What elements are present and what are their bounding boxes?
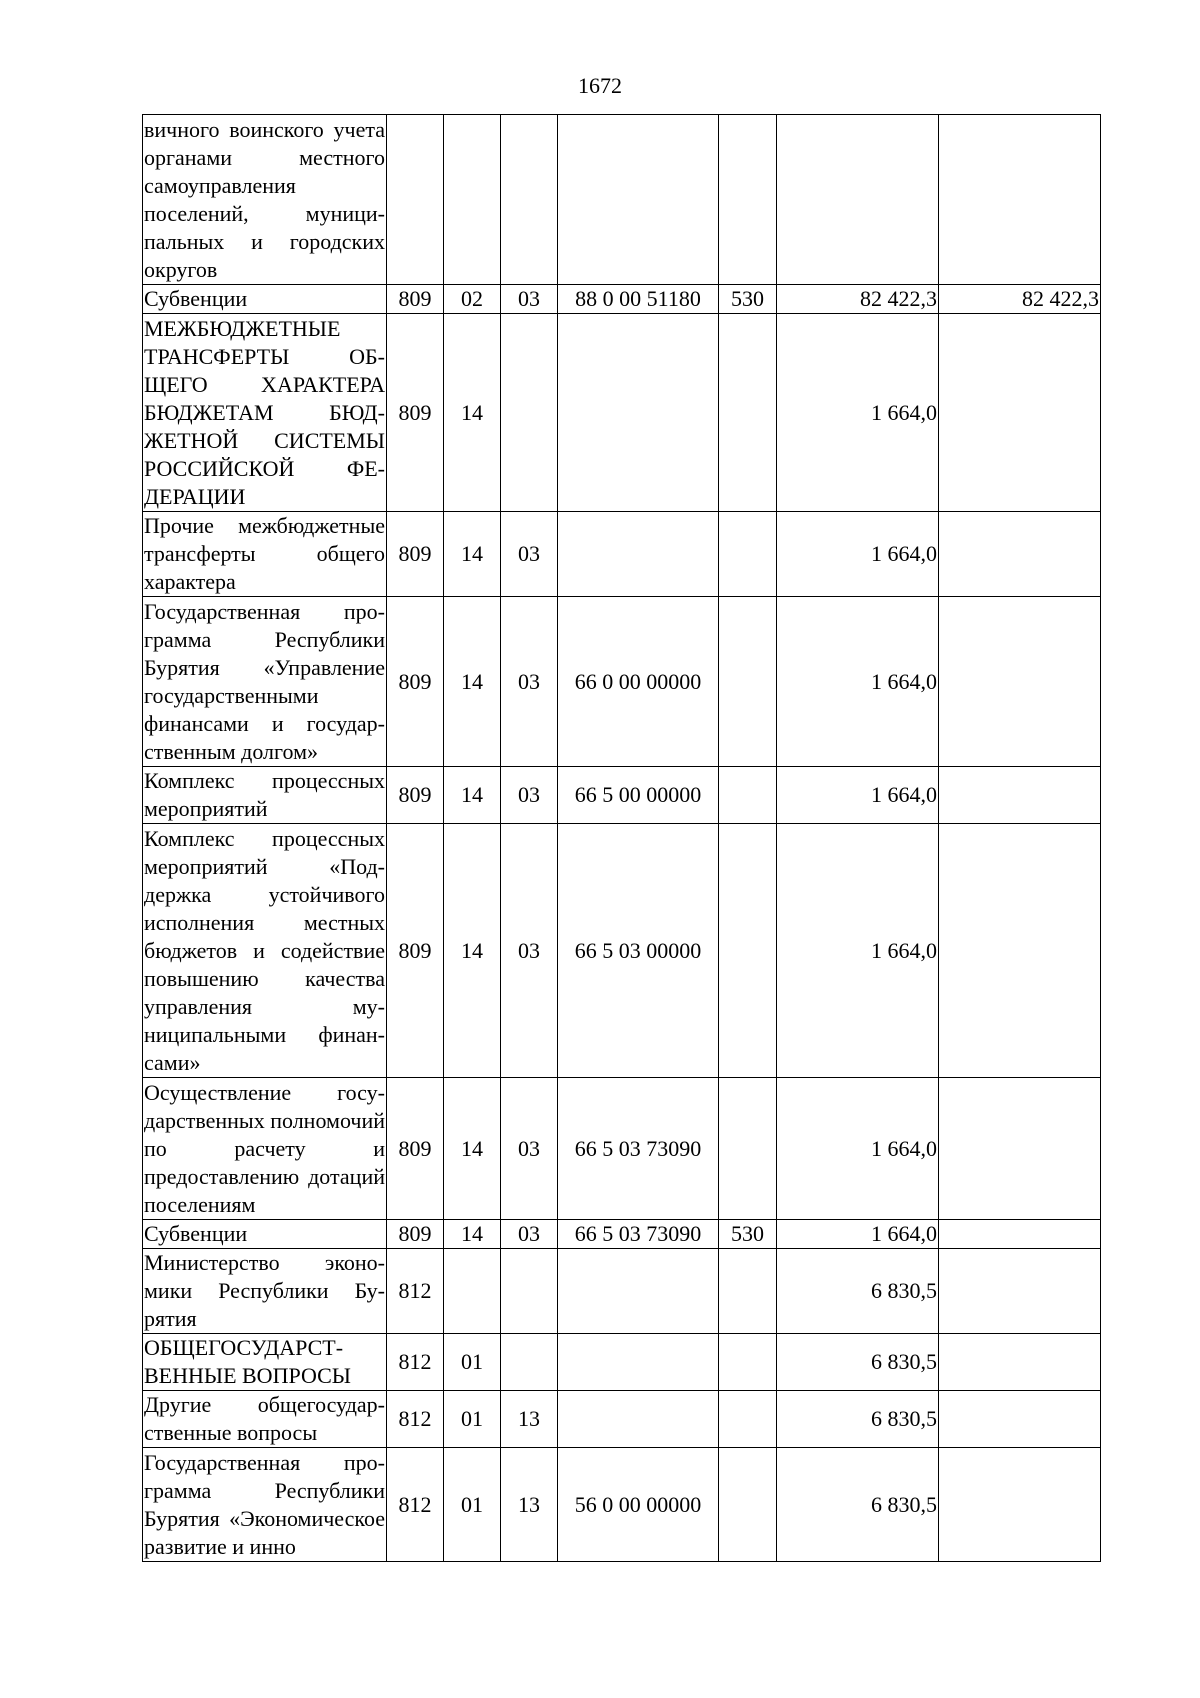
- table-row: [143, 597, 1101, 767]
- section-code-cell: 01: [444, 1448, 501, 1562]
- amount-cell: 1 664,0: [777, 767, 939, 824]
- expense-type-cell: [719, 1334, 777, 1391]
- table-row: [143, 1448, 1101, 1562]
- target-code-cell: [558, 1334, 719, 1391]
- section-code-cell: 14: [444, 512, 501, 597]
- ministry-code-cell: 812: [387, 1249, 444, 1334]
- amount-cell: 6 830,5: [777, 1334, 939, 1391]
- amount-cell: [939, 1078, 1101, 1220]
- subsection-code-cell: 03: [501, 285, 558, 314]
- ministry-code-cell: 809: [387, 824, 444, 1078]
- section-code-cell: 14: [444, 314, 501, 512]
- target-code-cell: 88 0 00 51180: [558, 285, 719, 314]
- expense-type-cell: [719, 1249, 777, 1334]
- budget-table: [142, 114, 1101, 1562]
- subsection-code-cell: [501, 115, 558, 285]
- section-code-cell: 01: [444, 1334, 501, 1391]
- expense-type-cell: [719, 767, 777, 824]
- section-code-cell: 14: [444, 1078, 501, 1220]
- amount-cell: 1 664,0: [777, 1078, 939, 1220]
- expense-type-cell: 530: [719, 1220, 777, 1249]
- target-code-cell: 66 0 00 00000: [558, 597, 719, 767]
- target-code-cell: [558, 115, 719, 285]
- ministry-code-cell: 812: [387, 1448, 444, 1562]
- subsection-code-cell: [501, 1334, 558, 1391]
- row-name-cell: МЕЖБЮДЖЕТНЫЕ ТРАНСФЕРТЫ ОБЩЕГО ХАРАКТЕРА БЮДЖЕТАМ БЮДЖЕТНОЙ СИСТЕМЫ РОССИЙСКОЙ ФЕДЕРАЦИИ: [143, 314, 387, 512]
- ministry-code-cell: 809: [387, 314, 444, 512]
- expense-type-cell: [719, 824, 777, 1078]
- subsection-code-cell: 03: [501, 1220, 558, 1249]
- amount-cell: [939, 767, 1101, 824]
- table-row: [143, 314, 1101, 512]
- subsection-code-cell: 03: [501, 597, 558, 767]
- row-name-cell: Министерство экономики Республики Бурятия: [143, 1249, 387, 1334]
- target-code-cell: 66 5 00 00000: [558, 767, 719, 824]
- page-number: 1672: [578, 73, 622, 98]
- row-name-cell: Субвенции: [143, 1220, 387, 1249]
- target-code-cell: 66 5 03 73090: [558, 1220, 719, 1249]
- amount-cell: [939, 314, 1101, 512]
- amount-cell: [939, 824, 1101, 1078]
- row-name-cell: Осуществление государственных полномочий по расчету и предоставлению дотаций поселениям: [143, 1078, 387, 1220]
- section-code-cell: 14: [444, 824, 501, 1078]
- row-name-cell: Субвенции: [143, 285, 387, 314]
- table-row: [143, 1249, 1101, 1334]
- target-code-cell: 66 5 03 00000: [558, 824, 719, 1078]
- target-code-cell: 56 0 00 00000: [558, 1448, 719, 1562]
- section-code-cell: 01: [444, 1391, 501, 1448]
- subsection-code-cell: 03: [501, 512, 558, 597]
- table-row: [143, 512, 1101, 597]
- table-row: [143, 285, 1101, 314]
- amount-cell: [939, 597, 1101, 767]
- row-name-cell: Прочие межбюджетные трансферты общего характера: [143, 512, 387, 597]
- row-name-cell: Другие общегосударственные вопросы: [143, 1391, 387, 1448]
- ministry-code-cell: 809: [387, 512, 444, 597]
- amount-cell: [939, 512, 1101, 597]
- table-row: [143, 767, 1101, 824]
- amount-cell: [777, 115, 939, 285]
- target-code-cell: [558, 512, 719, 597]
- expense-type-cell: [719, 1448, 777, 1562]
- section-code-cell: 14: [444, 1220, 501, 1249]
- row-name-cell: Государственная программа Республики Бурятия «Управление государственными финансами и государственным долгом»: [143, 597, 387, 767]
- row-name-cell: Комплекс процессных мероприятий «Поддержка устойчивого исполнения местных бюджетов и содействие повышению качества управления муниципальными финансами»: [143, 824, 387, 1078]
- expense-type-cell: [719, 115, 777, 285]
- ministry-code-cell: 809: [387, 285, 444, 314]
- table-row: [143, 824, 1101, 1078]
- expense-type-cell: [719, 1391, 777, 1448]
- amount-cell: [939, 1448, 1101, 1562]
- amount-cell: [939, 1391, 1101, 1448]
- expense-type-cell: 530: [719, 285, 777, 314]
- subsection-code-cell: 13: [501, 1391, 558, 1448]
- amount-cell: 6 830,5: [777, 1391, 939, 1448]
- amount-cell: 82 422,3: [939, 285, 1101, 314]
- expense-type-cell: [719, 314, 777, 512]
- row-name-cell: ОБЩЕГОСУДАРСТВЕННЫЕ ВОПРОСЫ: [143, 1334, 387, 1391]
- subsection-code-cell: 13: [501, 1448, 558, 1562]
- row-name-cell: вичного воинского учета органами местного самоуправления поселений, муниципальных и городских округов: [143, 115, 387, 285]
- ministry-code-cell: 812: [387, 1334, 444, 1391]
- row-name-cell: Государственная программа Республики Бурятия «Экономическое развитие и инно: [143, 1448, 387, 1562]
- amount-cell: [939, 115, 1101, 285]
- ministry-code-cell: [387, 115, 444, 285]
- subsection-code-cell: [501, 314, 558, 512]
- section-code-cell: [444, 115, 501, 285]
- amount-cell: [939, 1220, 1101, 1249]
- amount-cell: 6 830,5: [777, 1448, 939, 1562]
- amount-cell: 6 830,5: [777, 1249, 939, 1334]
- ministry-code-cell: 809: [387, 1078, 444, 1220]
- amount-cell: 1 664,0: [777, 314, 939, 512]
- ministry-code-cell: 809: [387, 1220, 444, 1249]
- subsection-code-cell: [501, 1249, 558, 1334]
- expense-type-cell: [719, 597, 777, 767]
- amount-cell: 82 422,3: [777, 285, 939, 314]
- target-code-cell: [558, 314, 719, 512]
- section-code-cell: 02: [444, 285, 501, 314]
- expense-type-cell: [719, 512, 777, 597]
- amount-cell: 1 664,0: [777, 597, 939, 767]
- ministry-code-cell: 812: [387, 1391, 444, 1448]
- target-code-cell: [558, 1249, 719, 1334]
- amount-cell: [939, 1249, 1101, 1334]
- row-name-cell: Комплекс процессных мероприятий: [143, 767, 387, 824]
- ministry-code-cell: 809: [387, 767, 444, 824]
- table-row: [143, 1078, 1101, 1220]
- subsection-code-cell: 03: [501, 1078, 558, 1220]
- target-code-cell: [558, 1391, 719, 1448]
- table-row: [143, 1334, 1101, 1391]
- section-code-cell: 14: [444, 767, 501, 824]
- amount-cell: [939, 1334, 1101, 1391]
- target-code-cell: 66 5 03 73090: [558, 1078, 719, 1220]
- table-row: [143, 115, 1101, 285]
- subsection-code-cell: 03: [501, 767, 558, 824]
- table-row: [143, 1220, 1101, 1249]
- subsection-code-cell: 03: [501, 824, 558, 1078]
- ministry-code-cell: 809: [387, 597, 444, 767]
- amount-cell: 1 664,0: [777, 1220, 939, 1249]
- amount-cell: 1 664,0: [777, 512, 939, 597]
- section-code-cell: [444, 1249, 501, 1334]
- expense-type-cell: [719, 1078, 777, 1220]
- amount-cell: 1 664,0: [777, 824, 939, 1078]
- table-row: [143, 1391, 1101, 1448]
- section-code-cell: 14: [444, 597, 501, 767]
